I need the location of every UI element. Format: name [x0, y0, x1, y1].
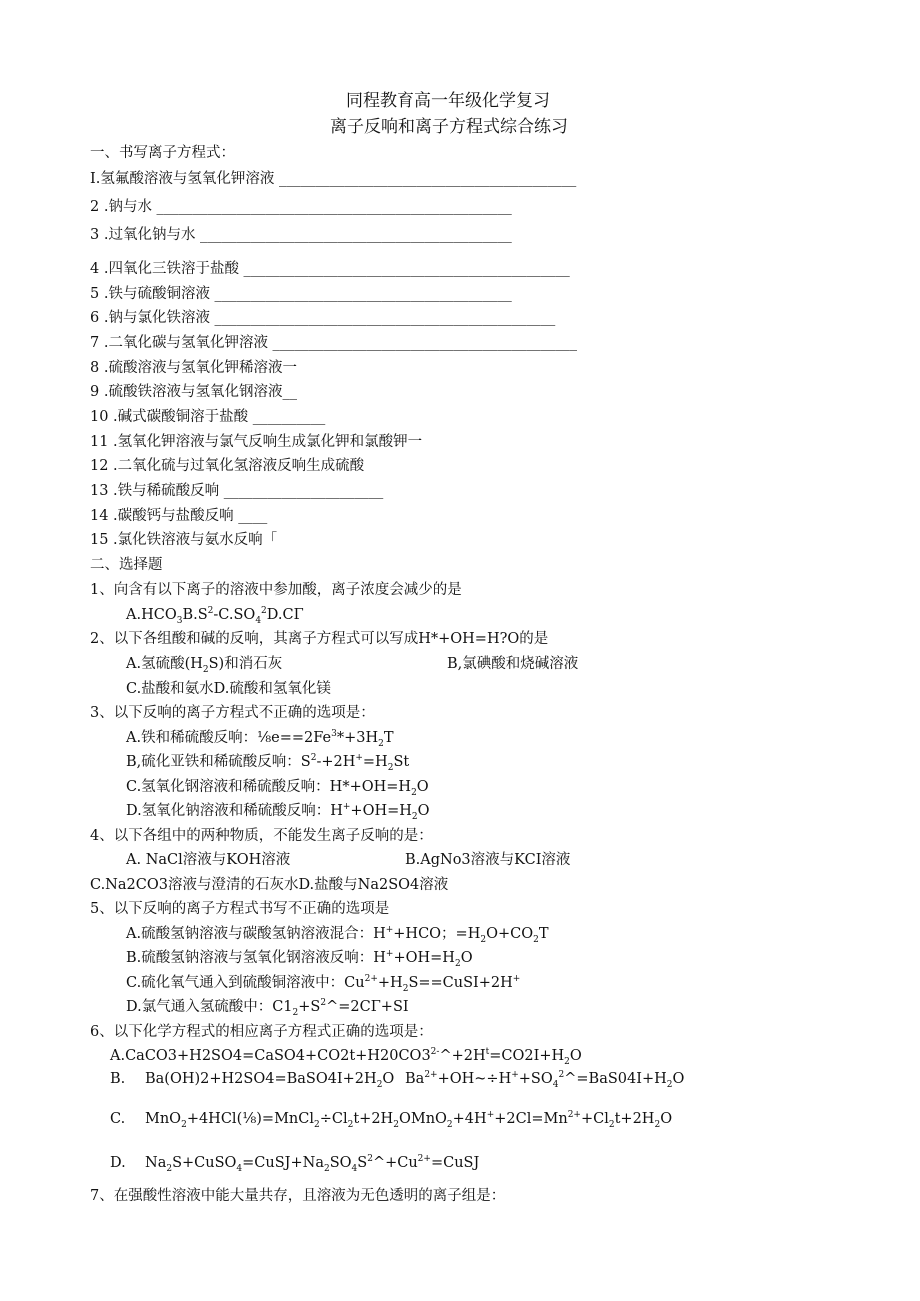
- choice-3-option-b: B,硫化亚铁和稀硫酸反响：$S^2-+2H^+=H_2St$: [126, 753, 410, 773]
- question-14: 14 .碳酸钙与盐酸反响 ____: [90, 508, 268, 524]
- choice-4-option-b: B.AgNo3溶液与KCI溶液: [405, 852, 571, 868]
- choice-question-6: 6、以下化学方程式的相应离子方程式正确的选项是：: [90, 1024, 433, 1040]
- question-5: 5 .铁与硫酸铜溶液 _________________________________________: [90, 286, 512, 302]
- choice-6-option-b-equation: $Ba(OH)2+H2SO4=BaSO4I+2H_2O$: [145, 1071, 395, 1090]
- choice-3-option-c: C.氢氧化钢溶液和稀硫酸反响：$H*+OH=H_2O$: [126, 779, 429, 798]
- choice-5-option-b: B.硫酸氢钠溶液与氢氧化钢溶液反响：$H^++OH=H_2O$: [126, 949, 473, 969]
- choice-5-option-c: C.硫化氧气通入到硫酸铜溶液中：$Cu^{2+}+H_2S==CuSI+2H^+$: [126, 974, 521, 994]
- choice-6-option-a: $A.CaCO3+H2SO4=CaSO4+CO2t+H20CO3^{2-}\^{}+2H^t=CO2I+H_2O$: [110, 1047, 582, 1067]
- question-12: 12 .二氧化硫与过氧化氢溶液反响生成硫酸: [90, 458, 365, 474]
- choice-2-option-b: B,氯碘酸和烧碱溶液: [447, 656, 579, 672]
- question-6: 6 .钠与氯化铁溶液 _______________________________________________: [90, 310, 556, 326]
- question-15: 15 .氯化铁溶液与氨水反响「: [90, 532, 278, 548]
- choice-question-2: 2、以下各组酸和碱的反响，其离子方程式可以写成H*+OH=H?O的是: [90, 631, 549, 647]
- choice-2-option-cd: C.盐酸和氨水D.硫酸和氢氧化镁: [126, 681, 331, 697]
- question-1: I.氢氟酸溶液与氢氧化钾溶液 _________________________________________: [90, 171, 577, 187]
- choice-question-5: 5、以下反响的离子方程式书写不正确的选项是: [90, 901, 390, 917]
- question-8: 8 .硫酸溶液与氢氧化钾稀溶液一: [90, 360, 297, 376]
- choice-1-options: $A.HCO_3B.S^2-C.SO_4^2D.C\Gamma$: [126, 606, 304, 626]
- choice-6-option-c-label: C.: [110, 1111, 126, 1127]
- choice-3-option-d: D.氢氧化钠溶液和稀硫酸反响：$H^++OH=H_2O$: [126, 802, 430, 822]
- choice-question-3: 3、以下反响的离子方程式不正确的选项是：: [90, 705, 375, 721]
- choice-2-option-a: A.氢硫酸$(H_2S)$和消石灰: [126, 656, 283, 675]
- section-heading-2: 二、选择题: [90, 557, 163, 573]
- choice-6-option-b-label: B.: [110, 1071, 126, 1087]
- choice-3-option-a: A.铁和稀硫酸反响：$\frac{1}{8}e==2Fe^3*+3H_2T$: [126, 729, 394, 749]
- section-heading-1: 一、书写离子方程式：: [90, 145, 235, 161]
- choice-question-7: 7、在强酸性溶液中能大量共存，且溶液为无色透明的离子组是：: [90, 1188, 506, 1204]
- choice-5-option-a: A.硫酸氢钠溶液与碳酸氢钠溶液混合：H++HCO；$=H_2O+CO_2T$: [126, 925, 549, 945]
- document-title: 同程教育高一年级化学复习: [346, 91, 550, 111]
- choice-question-4: 4、以下各组中的两种物质，不能发生离子反响的是：: [90, 828, 433, 844]
- question-10: 10 .碱式碳酸铜溶于盐酸 __________: [90, 409, 326, 425]
- question-9: 9 .硫酸铁溶液与氢氧化钢溶液__: [90, 384, 297, 400]
- question-7: 7 .二氧化碳与氢氧化钾溶液 __________________________________________: [90, 335, 578, 351]
- choice-4-option-cd: C.Na2CO3溶液与澄清的石灰水D.盐酸与Na2SO4溶液: [90, 877, 449, 893]
- choice-6-option-b-ionic: $Ba^{2+}+OH\sim\div H^++SO_4^2\^{}=BaS04I+H_2O$: [405, 1070, 685, 1090]
- choice-6-option-c-equation: $MnO_2+4HCl(\frac{1}{8})=MnCl_2\div Cl_2t+2H_2OMnO_2+4H^++2Cl=Mn^{2+}+Cl_2t+2H_2O$: [145, 1110, 673, 1130]
- question-3: 3 .过氧化钠与水 ___________________________________________: [90, 227, 512, 243]
- question-4: 4 .四氧化三铁溶于盐酸 _____________________________________________: [90, 261, 570, 277]
- question-2: 2 .钠与水 _________________________________________________: [90, 199, 512, 215]
- document-subtitle: 离子反响和离子方程式综合练习: [330, 117, 568, 137]
- question-11: 11 .氢氧化钾溶液与氯气反响生成氯化钾和氯酸钾一: [90, 434, 423, 450]
- question-13: 13 .铁与稀硫酸反响 ______________________: [90, 483, 384, 499]
- choice-4-option-a: A. NaCl溶液与KOH溶液: [126, 852, 291, 868]
- choice-6-option-d-label: D.: [110, 1155, 126, 1171]
- choice-question-1: 1、向含有以下离子的溶液中参加酸，离子浓度会减少的是: [90, 582, 462, 598]
- choice-6-option-d-equation: $Na_2S+CuSO_4=CuSJ+Na_2SO_4S^2\^{}+Cu^{2+}=CuSJ$: [145, 1154, 480, 1174]
- choice-5-option-d: D.氯气通入氢硫酸中：$C1_2+S^2\^{}=2C\Gamma+SI$: [126, 998, 409, 1018]
